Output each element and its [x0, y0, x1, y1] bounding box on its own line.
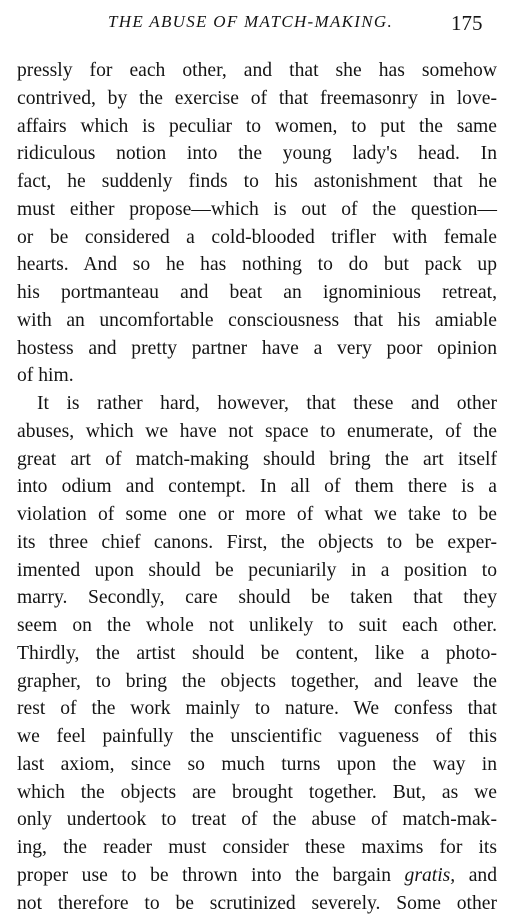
body-text	[17, 57, 497, 917]
paragraph-match-making-canons	[17, 390, 497, 917]
text-line: must either propose—which is out of the question—	[17, 196, 497, 224]
italic-word-gratis: gratis,	[405, 865, 456, 886]
text-line: pressly for each other, and that she has somehow	[17, 57, 497, 85]
text-line: seem on the whole not unlikely to suit each other.	[17, 612, 497, 640]
text-line: It is rather hard, however, that these and other	[17, 390, 497, 418]
text-line: which the objects are brought together. But, as we	[17, 779, 497, 807]
text-line: his portmanteau and beat an ignominious retreat,	[17, 279, 497, 307]
text-line: Thirdly, the artist should be content, like a photo-	[17, 640, 497, 668]
page-number: 175	[451, 11, 483, 36]
text-line: marry. Secondly, care should be taken that they	[17, 584, 497, 612]
text-line: grapher, to bring the objects together, and leave the	[17, 668, 497, 696]
text-line: violation of some one or more of what we take to be	[17, 501, 497, 529]
text-line: imented upon should be pecuniarily in a position to	[17, 557, 497, 585]
text-line: into odium and contempt. In all of them there is a	[17, 473, 497, 501]
text-line: hostess and pretty partner have a very poor opinion	[17, 335, 497, 363]
text-line: ridiculous notion into the young lady's head. In	[17, 140, 497, 168]
text-line: contrived, by the exercise of that freemasonry in love-	[17, 85, 497, 113]
text-run: and	[455, 865, 497, 886]
text-line: of him.	[17, 362, 497, 390]
text-line: with an uncomfortable consciousness that his amiable	[17, 307, 497, 335]
text-line: rest of the work mainly to nature. We confess that	[17, 695, 497, 723]
text-line: affairs which is peculiar to women, to put the same	[17, 113, 497, 141]
text-line: hearts. And so he has nothing to do but pack up	[17, 251, 497, 279]
text-line: ing, the reader must consider these maxims for its	[17, 834, 497, 862]
text-line: fact, he suddenly finds to his astonishment that he	[17, 168, 497, 196]
paragraph-continued	[17, 57, 497, 390]
text-line-with-italic	[17, 862, 497, 890]
text-line: its three chief canons. First, the objects to be exper-	[17, 529, 497, 557]
text-line: great art of match-making should bring the art itself	[17, 446, 497, 474]
text-line: abuses, which we have not space to enumerate, of the	[17, 418, 497, 446]
text-line: or be considered a cold-blooded trifler with female	[17, 224, 497, 252]
running-title: THE ABUSE OF MATCH-MAKING.	[108, 12, 393, 32]
text-line: we feel painfully the unscientific vagueness of this	[17, 723, 497, 751]
text-line: last axiom, since so much turns upon the way in	[17, 751, 497, 779]
text-line: only undertook to treat of the abuse of match-mak-	[17, 806, 497, 834]
running-header	[0, 6, 519, 40]
text-run: proper use to be thrown into the bargain	[17, 865, 405, 886]
text-line: not therefore to be scrutinized severely. Some other	[17, 890, 497, 917]
